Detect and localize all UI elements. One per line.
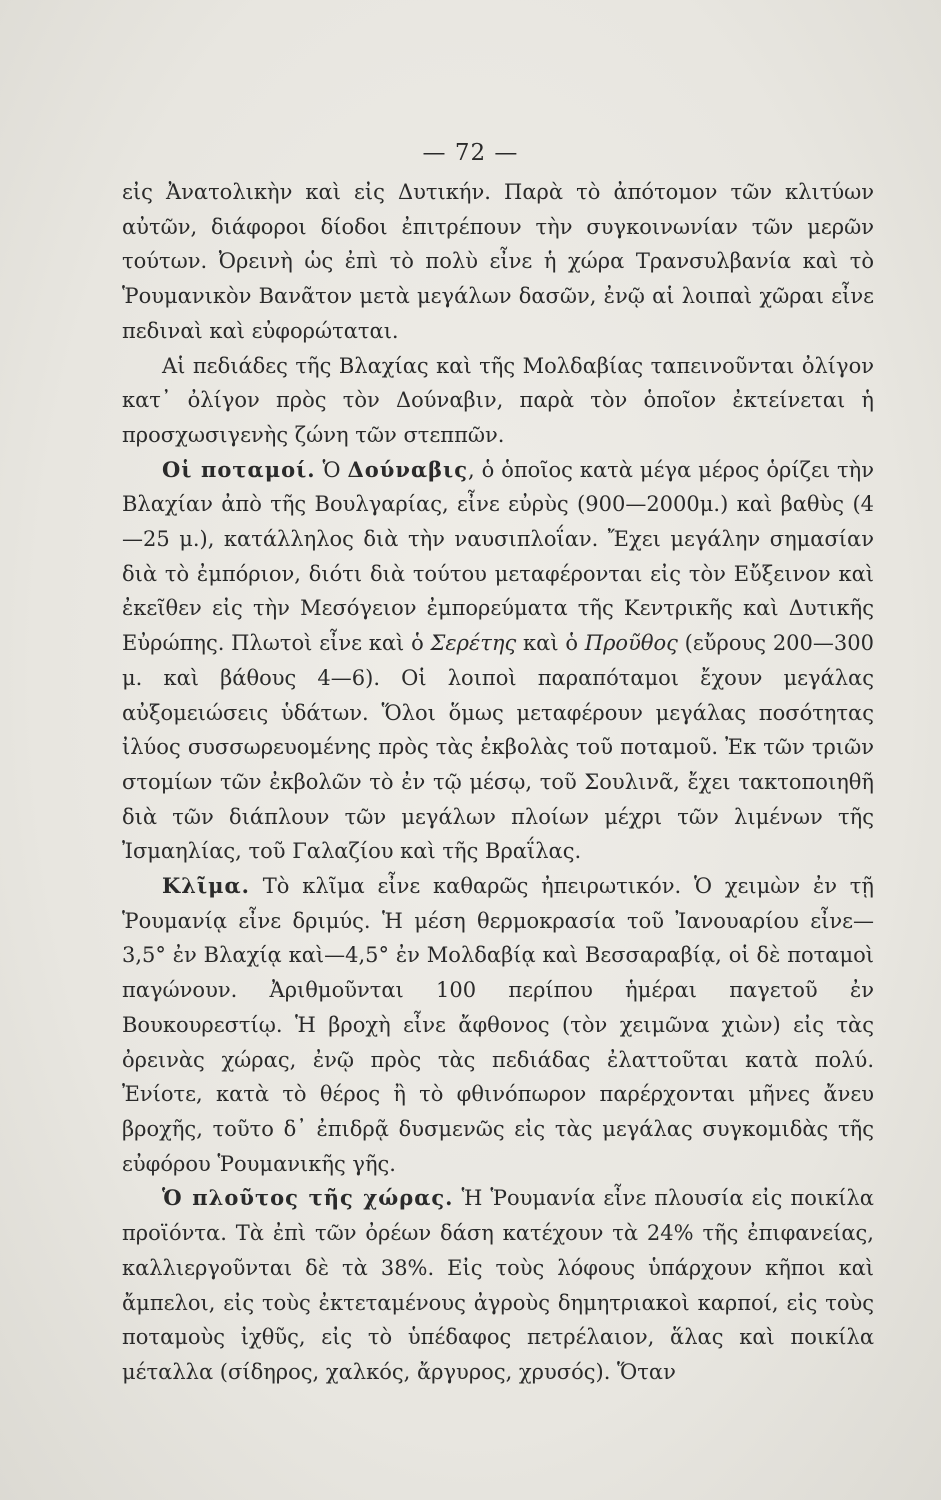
rivers-text-a: Ὁ bbox=[315, 457, 348, 482]
paragraph-transylvania: εἰς Ἀνατολικὴν καὶ εἰς Δυτικήν. Παρὰ τὸ ἀπότομον τῶν κλιτύων αὐτῶν, διάφοροι δίοδοι ἐπιτρέπουν τὴν συγκοινωνίαν τῶν μερῶν τούτων. Ὀρεινὴ ὡς ἐπὶ τὸ πολὺ εἶνε ἡ χώρα Τρανσυλβανία καὶ τὸ Ῥουμανικὸν Βανᾶτον μετὰ μεγάλων δασῶν, ἐνῷ αἱ λοιπαὶ χῶραι εἶνε πεδιναὶ καὶ εὐφορώταται. bbox=[122, 180, 874, 343]
river-name-danube: Δούναβις bbox=[347, 456, 468, 482]
rivers-text-c: καὶ ὁ bbox=[516, 631, 585, 656]
paragraph-rivers bbox=[122, 453, 874, 869]
body-text bbox=[122, 175, 874, 1390]
river-name-prut: Προῦθος bbox=[584, 631, 678, 656]
section-heading-wealth: Ὁ πλοῦτος τῆς χώρας. bbox=[162, 1185, 454, 1211]
section-heading-climate: Κλῖμα. bbox=[162, 873, 250, 899]
rivers-text-b: , ὁ ὁποῖος κατὰ μέγα μέρος ὁρίζει τὴν Βλαχίαν ἀπὸ τῆς Βουλγαρίας, εἶνε εὐρὺς (900—2000μ.) καὶ βαθὺς (4—25 μ.), κατάλληλος διὰ τὴν ναυσιπλοΐαν. Ἔχει μεγάλην σημασίαν διὰ τὸ ἐμπόριον, διότι διὰ τούτου μεταφέρονται εἰς τὸν Εὔξεινον καὶ ἐκεῖθεν εἰς τὴν Μεσόγειον ἐμπορεύματα τῆς Κεντρικῆς καὶ Δυτικῆς Εὐρώπης. Πλωτοὶ εἶνε καὶ ὁ bbox=[122, 457, 874, 656]
paragraph-wealth bbox=[122, 1181, 874, 1389]
page-number: — 72 — bbox=[422, 140, 519, 166]
paragraph-climate bbox=[122, 869, 874, 1181]
wealth-text: Ἡ Ῥουμανία εἶνε πλουσία εἰς ποικίλα προϊόντα. Τὰ ἐπὶ τῶν ὀρέων δάση κατέχουν τὰ 24% τῆς ἐπιφανείας, καλλιεργοῦνται δὲ τὰ 38%. Εἰς τοὺς λόφους ὑπάρχουν κῆποι καὶ ἄμπελοι, εἰς τοὺς ἐκτεταμένους ἀγροὺς δημητριακοὶ καρποί, εἰς τοὺς ποταμοὺς ἰχθῦς, εἰς τὸ ὑπέδαφος πετρέλαιον, ἅλας καὶ ποικίλα μέταλλα (σίδηρος, χαλκός, ἄργυρος, χρυσός). Ὅταν bbox=[122, 1186, 874, 1384]
rivers-text-d: (εὔρους 200—300 μ. καὶ βάθους 4—6). Οἱ λοιποὶ παραπόταμοι ἔχουν μεγάλας αὐξομειώσεις ὑδάτων. Ὅλοι ὅμως μεταφέρουν μεγάλας ποσότητας ἰλύος συσσωρευομένης πρὸς τὰς ἐκβολὰς τοῦ ποταμοῦ. Ἐκ τῶν τριῶν στομίων τῶν ἐκβολῶν τὸ ἐν τῷ μέσῳ, τοῦ Σουλινᾶ, ἔχει τακτοποιηθῆ διὰ τῶν διάπλουν τῶν μεγάλων πλοίων μέχρι τῶν λιμένων τῆς Ἰσμαηλίας, τοῦ Γαλαζίου καὶ τῆς Βραΐλας. bbox=[122, 631, 874, 864]
climate-text: Τὸ κλῖμα εἶνε καθαρῶς ἠπειρωτικόν. Ὁ χειμὼν ἐν τῇ Ῥουμανίᾳ εἶνε δριμύς. Ἡ μέση θερμοκρασία τοῦ Ἰανουαρίου εἶνε—3,5° ἐν Βλαχίᾳ καὶ—4,5° ἐν Μολδαβίᾳ καὶ Βεσσαραβίᾳ, οἱ δὲ ποταμοὶ παγώνουν. Ἀριθμοῦνται 100 περίπου ἡμέραι παγετοῦ ἐν Βουκουρεστίῳ. Ἡ βροχὴ εἶνε ἄφθονος (τὸν χειμῶνα χιὼν) εἰς τὰς ὀρεινὰς χώρας, ἐνῷ πρὸς τὰς πεδιάδας ἐλαττοῦται κατὰ πολύ. Ἐνίοτε, κατὰ τὸ θέρος ἢ τὸ φθινόπωρον παρέρχονται μῆνες ἄνευ βροχῆς, τοῦτο δ᾽ ἐπιδρᾷ δυσμενῶς εἰς τὰς μεγάλας συγκομιδὰς τῆς εὐφόρου Ῥουμανικῆς γῆς. bbox=[122, 874, 874, 1176]
section-heading-rivers: Οἱ ποταμοί. bbox=[162, 456, 316, 482]
river-name-siret: Σερέτης bbox=[430, 631, 517, 656]
paragraph-plains: Αἱ πεδιάδες τῆς Βλαχίας καὶ τῆς Μολδαβίας ταπεινοῦνται ὀλίγον κατ᾽ ὀλίγον πρὸς τὸν Δούναβιν, παρὰ τὸν ὁποῖον ἐκτείνεται ἡ προσχωσιγενὴς ζώνη τῶν στεππῶν. bbox=[122, 353, 874, 447]
